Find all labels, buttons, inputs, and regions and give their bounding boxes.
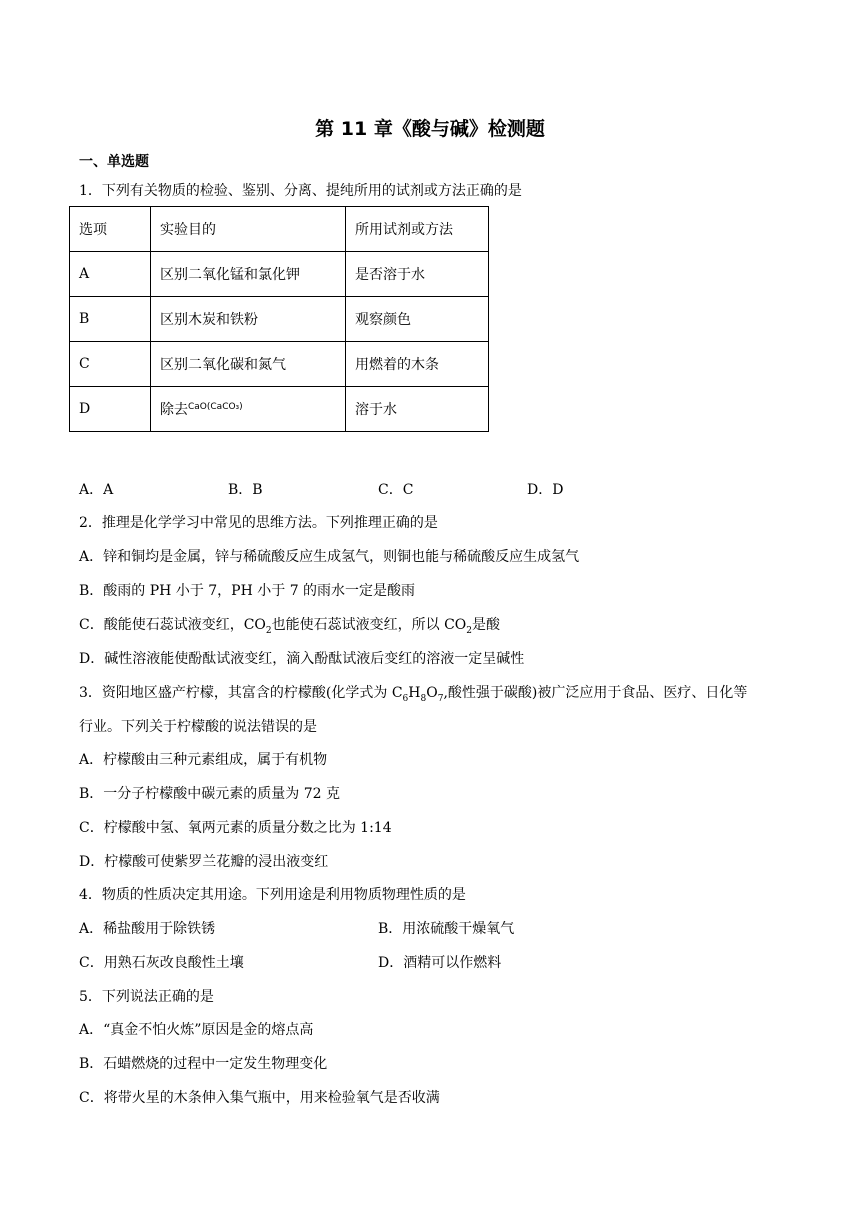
row-method: 是否溶于水 bbox=[346, 252, 489, 297]
row-option: A bbox=[70, 252, 151, 297]
q4-option-d: D．酒精可以作燃料 bbox=[378, 955, 502, 971]
table-row bbox=[70, 342, 489, 387]
table-row bbox=[70, 387, 489, 432]
element-o: O bbox=[426, 685, 438, 701]
q3-stem-part1: 3．资阳地区盛产柠檬，其富含的柠檬酸(化学式为 C bbox=[79, 685, 403, 701]
q2-option-b: B．酸雨的 PH 小于 7，PH 小于 7 的雨水一定是酸雨 bbox=[79, 583, 416, 599]
q4-option-c: C．用熟石灰改良酸性土壤 bbox=[79, 955, 244, 971]
q3-option-c: C．柠檬酸中氢、氧两元素的质量分数之比为 1:14 bbox=[79, 820, 392, 836]
table-row bbox=[70, 297, 489, 342]
q2-stem: 2．推理是化学学习中常见的思维方法。下列推理正确的是 bbox=[79, 515, 438, 531]
purpose-text: 除去 bbox=[160, 402, 188, 418]
row-method: 溶于水 bbox=[346, 387, 489, 432]
q4-option-a: A．稀盐酸用于除铁锈 bbox=[79, 921, 216, 937]
table-header-row bbox=[70, 207, 489, 252]
q5-option-b: B．石蜡燃烧的过程中一定发生物理变化 bbox=[79, 1056, 328, 1072]
q1-stem: 1．下列有关物质的检验、鉴别、分离、提纯所用的试剂或方法正确的是 bbox=[79, 183, 522, 199]
q2-c-part2: 也能使石蕊试液变红，所以 CO bbox=[271, 617, 467, 633]
q5-option-a: A．“真金不怕火炼”原因是金的熔点高 bbox=[79, 1022, 314, 1038]
q3-stem-line1 bbox=[79, 682, 747, 704]
row-purpose bbox=[151, 387, 346, 432]
formula: CaO(CaCO₃) bbox=[188, 402, 243, 412]
subscript: 7 bbox=[437, 693, 444, 704]
row-method: 观察颜色 bbox=[346, 297, 489, 342]
section-heading: 一、单选题 bbox=[79, 154, 149, 170]
row-purpose: 区别木炭和铁粉 bbox=[151, 297, 346, 342]
q5-option-c: C．将带火星的木条伸入集气瓶中，用来检验氧气是否收满 bbox=[79, 1090, 440, 1106]
subscript: 2 bbox=[265, 625, 272, 636]
table-row bbox=[70, 252, 489, 297]
q1-option-c: C．C bbox=[378, 482, 414, 498]
q5-stem: 5．下列说法正确的是 bbox=[79, 989, 214, 1005]
row-option: C bbox=[70, 342, 151, 387]
q3-stem-line2: 行业。下列关于柠檬酸的说法错误的是 bbox=[79, 719, 317, 735]
row-option: D bbox=[70, 387, 151, 432]
header-purpose: 实验目的 bbox=[151, 207, 346, 252]
q3-option-a: A．柠檬酸由三种元素组成，属于有机物 bbox=[79, 752, 328, 768]
q2-option-c bbox=[79, 614, 500, 636]
q1-table bbox=[69, 206, 489, 432]
q4-stem: 4．物质的性质决定其用途。下列用途是利用物质物理性质的是 bbox=[79, 887, 466, 903]
page-title: 第 11 章《酸与碱》检测题 bbox=[315, 118, 545, 140]
q1-option-d: D．D bbox=[527, 482, 564, 498]
q3-stem-part2: ,酸性强于碳酸)被广泛应用于食品、医疗、日化等 bbox=[443, 685, 748, 701]
subscript: 8 bbox=[420, 693, 427, 704]
q2-c-part1: C．酸能使石蕊试液变红，CO bbox=[79, 617, 266, 633]
q2-option-a: A．锌和铜均是金属，锌与稀硫酸反应生成氢气，则铜也能与稀硫酸反应生成氢气 bbox=[79, 549, 580, 565]
q3-option-b: B．一分子柠檬酸中碳元素的质量为 72 克 bbox=[79, 786, 341, 802]
row-purpose: 区别二氧化碳和氮气 bbox=[151, 342, 346, 387]
row-method: 用燃着的木条 bbox=[346, 342, 489, 387]
element-h: H bbox=[408, 685, 421, 701]
subscript: 6 bbox=[402, 693, 409, 704]
q3-option-d: D．柠檬酸可使紫罗兰花瓣的浸出液变红 bbox=[79, 854, 329, 870]
header-method: 所用试剂或方法 bbox=[346, 207, 489, 252]
q2-option-d: D．碱性溶液能使酚酞试液变红，滴入酚酞试液后变红的溶液一定呈碱性 bbox=[79, 651, 525, 667]
q1-option-a: A．A bbox=[79, 482, 114, 498]
row-option: B bbox=[70, 297, 151, 342]
row-purpose: 区别二氧化锰和氯化钾 bbox=[151, 252, 346, 297]
q1-option-b: B．B bbox=[228, 482, 263, 498]
q2-c-part3: 是酸 bbox=[472, 617, 501, 633]
header-option: 选项 bbox=[70, 207, 151, 252]
subscript: 2 bbox=[466, 625, 473, 636]
q4-option-b: B．用浓硫酸干燥氧气 bbox=[378, 921, 515, 937]
